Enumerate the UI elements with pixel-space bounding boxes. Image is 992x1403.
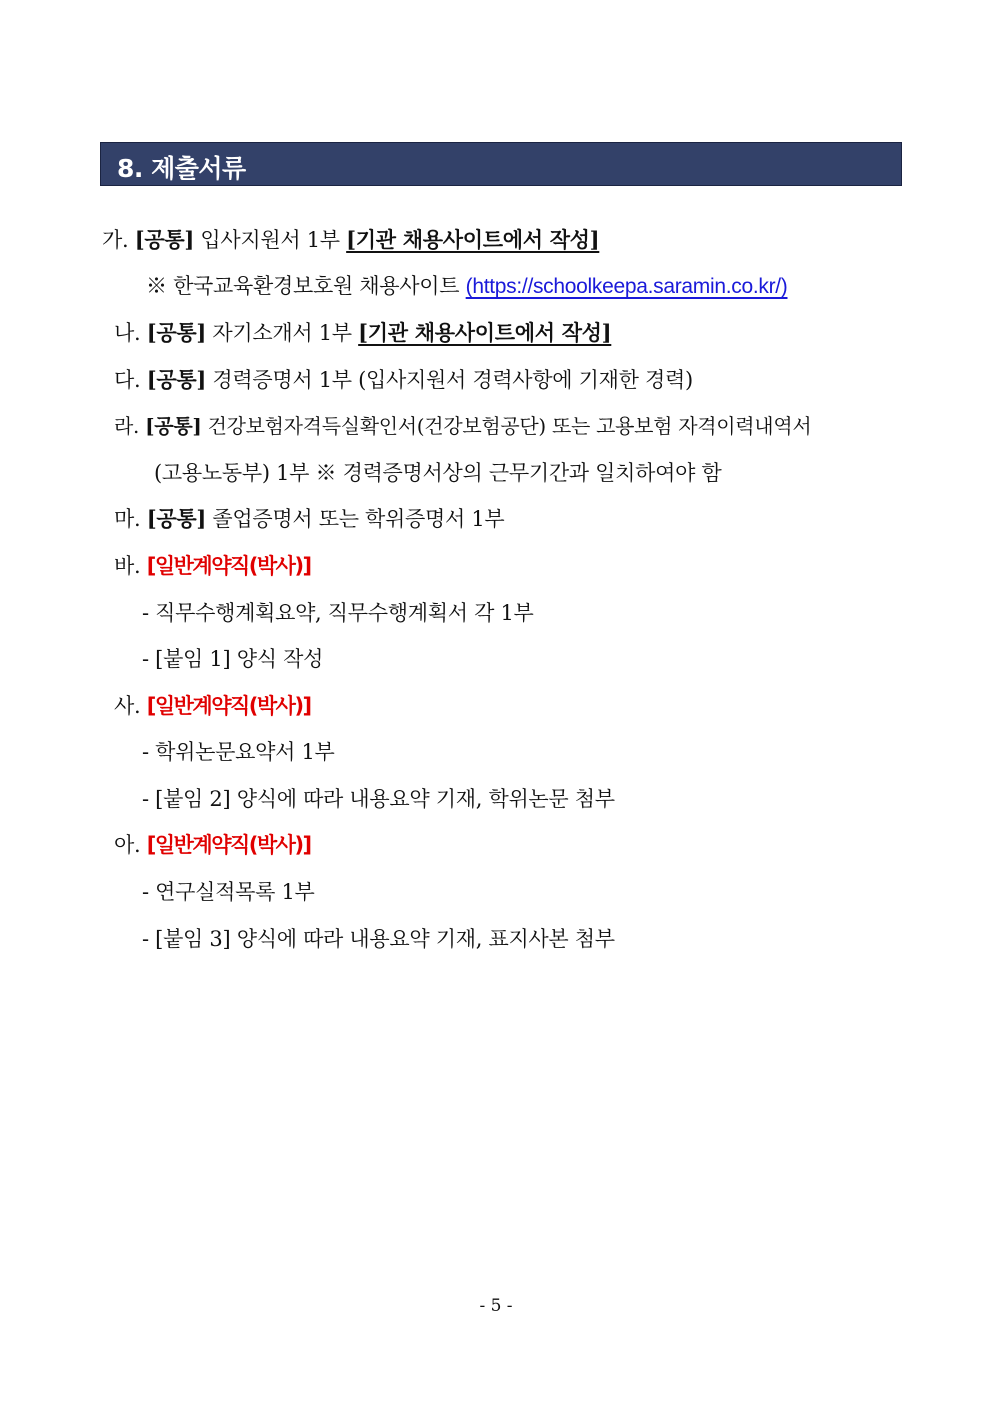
item-marker: 나. — [114, 321, 141, 345]
item-tag: [일반계약직(박사)] — [146, 554, 311, 578]
item-sa-sub2: - [붙임 2] 양식에 따라 내용요약 기재, 학위논문 첨부 — [142, 787, 615, 811]
item-text: 건강보험자격득실확인서(건강보험공단) 또는 고용보험 자격이력내역서 — [207, 414, 812, 438]
item-text: 자기소개서 1부 — [212, 321, 352, 345]
page-number: - 5 - — [479, 1296, 513, 1316]
section-header — [100, 142, 902, 186]
item-ra-cont — [154, 459, 721, 487]
item-sa-sub1: - 학위논문요약서 1부 — [142, 740, 335, 764]
item-a — [114, 831, 311, 859]
item-a-sub1: - 연구실적목록 1부 — [142, 880, 315, 904]
item-marker: 마. — [114, 507, 141, 531]
item-tag: [공통] — [145, 414, 202, 438]
item-tag: [공통] — [134, 227, 195, 252]
item-tag: [공통] — [146, 367, 207, 392]
item-text: 졸업증명서 또는 학위증명서 1부 — [212, 507, 505, 531]
item-marker: 라. — [114, 414, 140, 438]
recruit-site-link[interactable]: (https://schoolkeepa.saramin.co.kr/) — [465, 275, 788, 298]
item-ga — [102, 226, 599, 254]
item-sub-prefix: ※ 한국교육환경보호원 채용사이트 — [146, 274, 460, 298]
item-note: [기관 채용사이트에서 작성] — [346, 227, 600, 252]
item-tag: [일반계약직(박사)] — [146, 694, 311, 718]
item-marker: 바. — [114, 554, 141, 578]
item-marker: 가. — [102, 228, 129, 252]
item-ga-sub — [146, 272, 788, 301]
item-tag: [공통] — [146, 320, 207, 345]
item-ma — [114, 505, 504, 533]
item-ba — [114, 552, 311, 580]
item-marker: 아. — [114, 833, 141, 857]
item-text: (고용노동부) 1부 ※ 경력증명서상의 근무기간과 일치하여야 함 — [154, 461, 722, 485]
item-sa — [114, 692, 311, 720]
item-ba-sub2: - [붙임 1] 양식 작성 — [142, 647, 324, 671]
item-tag: [공통] — [146, 506, 207, 531]
item-text: 입사지원서 1부 — [200, 228, 340, 252]
item-note: [기관 채용사이트에서 작성] — [358, 320, 612, 345]
item-text: 경력증명서 1부 (입사지원서 경력사항에 기재한 경력) — [212, 368, 693, 392]
item-ba-sub1: - 직무수행계획요약, 직무수행계획서 각 1부 — [142, 601, 534, 625]
item-da — [114, 366, 693, 394]
item-marker: 사. — [114, 694, 141, 718]
item-na — [114, 319, 611, 347]
item-tag: [일반계약직(박사)] — [146, 833, 311, 857]
section-title: 8. 제출서류 — [117, 154, 246, 183]
item-marker: 다. — [114, 368, 141, 392]
item-ra — [114, 412, 811, 440]
item-a-sub2: - [붙임 3] 양식에 따라 내용요약 기재, 표지사본 첨부 — [142, 927, 615, 951]
